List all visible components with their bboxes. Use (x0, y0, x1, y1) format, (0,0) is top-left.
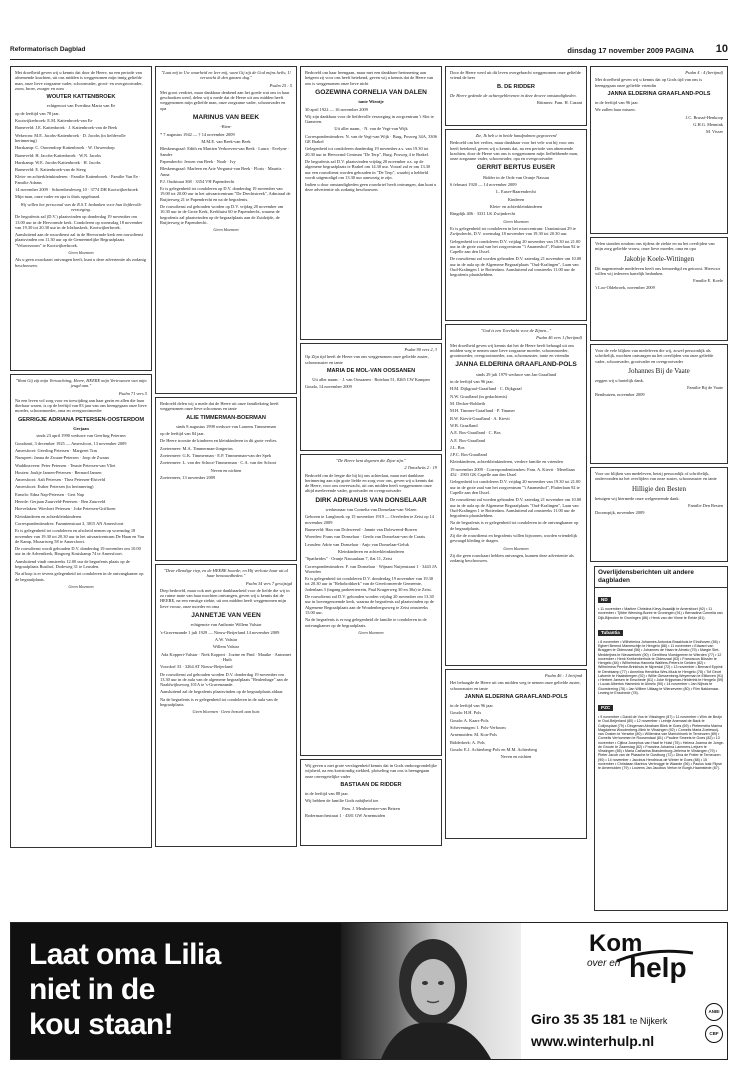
obituary-intro: Diep bedroefd, maar ook met grote dankbaarheid voor de liefde die wij in zo ruime mate van haar mochten ontvangen, geven wij u kennis dat de HEERE, na een ernstige ziekte, uit ons midden heeft weggenomen mijn lieve vrouw, onze moeder en oma (160, 587, 290, 609)
service-info: De begrafenis zal D.V. plaatsvinden vrijdag 20 november a.s. op de algemene begraafplaats te Brakel om 14.30 uur. Vooraf zal er om 13.30 uur een rouwdienst worden gehouden in "De Terp", waarbij u hebbeld wordt uitgenodigd om 13.30 uur aanwezig te zijn. (305, 158, 431, 180)
family-line: Houten: Joukje Jansen-Petersen · Bernard Jansen (15, 469, 102, 475)
family-line: Kootwijkerbroek: E.M. Kattenbroek-van Ee (15, 118, 93, 124)
service-info: De rouwdienst zal gehouden worden op D.V. vrijdag 20 november om 10.30 uur in de Grote Kerk, Kerkhuist 60 te Papendrecht, waarna de begrafenis zal plaatsvinden op de begraafplaats aan de Zuidzijde, de Ruijterweg te Papendrecht. (160, 204, 284, 225)
birth-death-dates: 30 april 1922 — 16 november 2009 (305, 106, 368, 112)
family-line: L. Euser-Baarendrecht (496, 189, 536, 195)
deceased-age: op de leeftijd van 78 jaar. (15, 110, 60, 116)
signature: M. Visser (706, 129, 723, 135)
scripture-reference: Psalm 4 : 4 (berijmd) (685, 70, 723, 75)
birth-death-dates: * 7 augustus 1942 — † 14 november 2009 (160, 131, 235, 137)
newspaper-name: Reformatorisch Dagblad (10, 46, 86, 53)
family-line: Gouda: H.H. Pols (450, 710, 482, 716)
comfort-note: De Heere gedenke de achtergeblevenen in deze droeve omstandigheden. (450, 92, 577, 98)
signature: Familie Bij de Vaate (687, 385, 723, 391)
family-line: M. Decker-Robbeth (450, 401, 486, 407)
family-line: Leusden: Adrie van Donselaar · Anjo van Donselaar-Geluk (305, 541, 409, 547)
signature: Fam. J. Meulmeester-van Beizen (342, 805, 400, 811)
service-info: Na de begrafenis is er gelegenheid tot condoleren in de ontvangkamer op de begraafplaats. (450, 520, 579, 531)
ad-slogan-line: niet in de (29, 973, 155, 1006)
deceased-subtitle: echtgenote van Anthonie Willem Valstar (190, 622, 262, 628)
deceased-subtitle: weduwnaar van Cornelia van Donselaar-van Velzen (325, 507, 417, 513)
family-line: Gouda: A. Kaars-Pols (450, 717, 489, 723)
obituary-de-ridder (300, 759, 442, 846)
obituary-graafland-pols (445, 324, 587, 666)
family-line: Klein- en achterkleinkinderen · Familie Kattenbroek · Familie Van Ee · Familie Adams (15, 174, 141, 185)
family-line: Barneveld: H. Jacobs-Kattenbroek · W.N. Jacobs (15, 152, 102, 158)
family-line: Zoetermeer: L. van der Schoot-Timmerman · C.A. van der Schoot (160, 460, 277, 466)
thanks-note: betuigen wij hiermede onze welgemeende dank. (595, 495, 680, 501)
care-note: Wij zijn dankbaar voor de liefdevolle verzorging in zorgcentrum 't Slot te Gameren. (305, 113, 434, 125)
comfort-note: De Heere troostte de kinderen en kleinkinderen in dit grote verlies. (160, 438, 278, 444)
deceased-name: Jakobje Koele-Wittingen (624, 254, 694, 263)
family-line: Zoetermeer: M.A. Timmerman-Jongerius (160, 445, 233, 451)
deceased-name: Hilligie den Besten (631, 484, 687, 493)
thanks-intro: Velen stonden rondom ons tijdens de ziekte en na het overlijden van mijn zorg geliefde vrouw, onze lieve moeder, oma en opa (595, 241, 715, 252)
website-link[interactable]: www.winterhulp.nl (531, 1033, 655, 1049)
obituary-list-nd: • 11 november • Martine Christina Kievy-Ilsaadijk te Amersfoort (92) • 11 november • Tjibbe Wensing-Boree te Groningen (91) • Bernadina Cornelia van Dijk-Bijmolen te Groningen (86) • Henk van der Vinne te Eelde (81). (598, 607, 723, 620)
deceased-name: B. DE RIDDER (497, 83, 535, 90)
scripture-reference: Psalm 34 vers 7 gewijzigd (245, 580, 292, 586)
kom-over-en-help-logo (581, 931, 701, 991)
family-line: Hoevelaken: Wiechert Petersen · Joke Petersen-Griffioen (15, 506, 116, 512)
deceased-name: GERRIGJE ADRIANA PETERSEN-OOSTERDOM (17, 416, 145, 423)
obituary-van-donselaar (300, 454, 442, 756)
deceased-age: in de leeftijd van 96 jaar. (595, 100, 639, 106)
scripture-quote: Zie, Ik heb u in beide handpalmen gegraveerd (475, 133, 557, 138)
family-line: Barneveld: E. Kattenbroek-van de Steeg (15, 167, 86, 173)
column-5 (590, 66, 728, 565)
family-line: Amersfoort: Geerling Petersen · Margreet Tras (15, 447, 98, 453)
family-line: Kleinkinderen, achterkleinkinderen, verdere familie en vrienden (450, 459, 563, 465)
family-line: A.W. Valstar (214, 637, 238, 643)
column-3 (300, 66, 442, 849)
service-info: Na de begrafenis is er gelegenheid tot condoleren in de aula van de begraafplaats. (160, 696, 278, 708)
place-date: Doornspijk, november 2009 (595, 510, 645, 516)
place-date: 't Loo-Oldebroek, november 2009 (595, 285, 655, 291)
thanks-note: Dit nagenoemde medeleven heeft ons bemoedigd en getroost. Hiervoor willen wij iedereen hartelijk bedanken. (595, 265, 721, 276)
elderly-woman-photo (341, 923, 521, 1059)
column-1 (10, 66, 152, 851)
family-line: Ermelo: Edna Nap-Petersen · Gert Nap (15, 491, 84, 497)
place-date: Benthuizen, november 2009 (595, 392, 645, 398)
family-line: N.W. Graafland (in gedachtenis) (450, 393, 508, 399)
family-line: Papendrecht: Jeroen van Beek · Noah · Ivy (160, 158, 236, 164)
birth-death-dates: Goudsmit, 3 december 1925 — Amersfoort, 13 november 2009 (15, 440, 127, 446)
family-line: J.L. Bos (450, 444, 465, 450)
family-line: Gouda: E.J. Achterberg-Pols en M.M. Achterberg (450, 746, 538, 752)
deceased-name: DIRK ADRIANUS VAN DONSELAAR (315, 496, 427, 504)
place-date: Zoetermeer, 13 november 2009 (160, 474, 216, 480)
signature: Uit aller naam, · N. van de Vegt-van Wijk (334, 126, 408, 132)
column-4 (445, 66, 587, 842)
service-info: De rouwdienst zal worden gehouden D.V. zaterdag 21 november om 10.00 uur in de aula op de Algemene Begraafplaats "Oud-Kralingen", Laan van Oud-Kralingen 1 te Rotterdam. Aansluitend zal omstreeks 11.00 uur de begrafenis plaatshebben. (450, 497, 582, 519)
ad-slogan-line: kou staan! (29, 1008, 174, 1041)
footer-note: Indien u door omstandigheden geen rouwbrief heeft ontvangen, dan kunt u deze advertentie als zodanig beschouwen. (305, 182, 437, 193)
deceased-name: GOZEWINA CORNELIA VAN DALEN (315, 88, 427, 96)
family-line: Harskamp: C. Ouwendorp-Kattenbroek · W. Ouwendorp (15, 145, 115, 151)
thanks-bij-de-vaate (590, 344, 728, 464)
family-line: Neven en nichten (500, 754, 532, 760)
service-info: Er is gelegenheid tot condoleren op D.V. donderdag 19 november van 19.00 tot 20.00 uur in het uitvaartcentrum "De Drechtstreek", Admiraal de Ruijterweg 21 te Papendrecht en na de begrafenis. (160, 186, 291, 202)
family-line: Bleskensgraaf: Edith en Martien Verhoeven-van Beek · Laura · Evelyne · Sander (160, 146, 290, 157)
giro-place: te Nijkerk (629, 1016, 668, 1026)
ad-slogan-line: Laat oma Lilia (29, 938, 221, 971)
deceased-name: BASTIAAN DE RIDDER (340, 781, 402, 788)
no-flowers: Geen bloemen · Geen bezoek aan huis (192, 709, 260, 715)
family-line: Kleinkinderen en achterkleinkinderen (15, 513, 82, 519)
family-line: Zoetermeer: G.K. Timmerman · E.P. Timmerman-van der Spek (160, 453, 272, 459)
page-masthead (10, 43, 728, 60)
scripture-quote: "Want Gij zijt mijn Verwachting, Heere, HEERE mijn Vertrouwen van mijn jeugd aan." (15, 378, 147, 389)
service-info: Zij die de rouwdienst en begrafenis willen bijwonen, worden vriendelijk gevraagd kleding te dragen. (450, 533, 578, 544)
service-info: Gelegenheid tot condoleren donderdag 19 november a.s. van 19.30 tot 20.30 uur in Hervormd Centrum "De Terp", Burg. Posweg 4 te Brakel. (305, 146, 429, 157)
signature: Familie E. Koele (693, 278, 723, 284)
service-info: De rouwdienst zal gehouden worden D.V. donderdag 19 november om 13.30 uur in de aula van de algemene begraafplaats "Beulenhage" aan de Naaldwijkseweg 101A te 's-Gravenzande. (160, 671, 288, 688)
scripture-reference: 2 Timotheüs 2 : 19 (404, 465, 437, 471)
family-line: Willem Valstar (212, 644, 240, 650)
signature: G.H.G. Mennink (693, 122, 723, 128)
family-line: B.W. Kievit-Graafland · A. Kievit (450, 415, 510, 421)
scripture-reference: Psalm 71 vers 5 (118, 390, 147, 396)
service-info: Na de begrafenis is er nog gelegenheid de familie te condoleren in de ontvangkamer op de begraafplaats. (305, 617, 427, 628)
thanks-den-besten (590, 467, 728, 562)
deceased-name: ALIE TIMMERMAN-BOERMAN (186, 414, 266, 421)
obituary-timmerman (155, 397, 297, 561)
footer-note: Zij die geen rouwkaart hebben ontvangen, kunnen deze advertentie als zodanig beschouwen. (450, 552, 574, 564)
family-line: Neven en nichten (210, 467, 242, 473)
deceased-name: JANNA ELDERINA GRAAFLAND-POLS (607, 90, 711, 97)
signature: Rittmers: Fam. H. Cazant (537, 100, 582, 106)
deceased-name: GERRIT BERTUS EUSER (476, 164, 556, 172)
anbi-badge-icon: ANBI (705, 1003, 723, 1021)
scripture-reference: Psalm 25 : 5 (269, 82, 292, 88)
obituary-van-veen (155, 564, 297, 847)
obituary-intro: Bedroefd delen wij u mede dat de Heere uit onze familiekring heeft weggenomen onze lieve schoonzus en tante (160, 401, 279, 412)
obituary-list-pzc: • 9 november • David de Vos te Vlissingen (87) • 11 november • Wim de Bruijn te Oud-Beijerland (80) • 12 november • Leintje Anemaat de Back te Colijnsplaat (79) • Dingeman Abraham Bliek te Goes (69) • Pietermelia Marina Magdalena Woudenberg-Mink te Vlissingen (92) • Cornelis Maria Zoetewoij-van Oosten te Yerseke (80) • Willemina van Marrichhoek te Terneuzen (89) • Cornelis Verhommen te Roosendaal (81) • Pauline Smeets te Goes (82) • 13 november • Cijtina Josephus van Haaf te Hulst (76) • Helena Joanna de Jonge-de Groote te Zaamslag (82) • Francina Johanna Lammers-Leijsen te Vlissingen (85) • Maria Catharina Brandenburg-Jellema te Vlissingen (79) • Pieter Jacob van de Plassche te Oostburg (72) • Dina de Potter te Terneuzen (90) • 14 november • Jacobus Hendricus de Winter te Goes (88) • 15 november • Christiaan Marinus Verbrugge te Waarde (96) • Paulus Izak Flipse te Arnemuiden (79) • Lourens Jan Jacobus Verton te Burgh-Haamstede (87). (598, 715, 724, 770)
deceased-name: JANNA ELDERINA GRAAFLAND-POLS (464, 693, 568, 700)
scripture-quote: "De Heere kent degenen die Zijne zijn." (336, 458, 406, 463)
family-line: Bleskensgraaf: Marleen en Arie Vergunst-van Beek · Floris · Maurits · Anna (160, 166, 284, 177)
logo-word-help: help (629, 952, 687, 983)
obituary-graafland-pols-friends (590, 66, 728, 234)
obituary-van-beek (155, 66, 297, 394)
family-line: M.H. Timmer-Graafland · P. Timmer (450, 408, 515, 414)
obituary-petersen (10, 374, 152, 848)
obituary-intro: Met droefheid geven wij kennis dat het de Heere heeft behaagd uit ons midden weg te nemen onze lieve zorgzame moeder, schoonmoeder, grootmoeder, overgrootmoeder, zus, schoonzuster, tante en vriendin (450, 342, 575, 359)
obituary-intro: Het behaagde de Heere uit ons midden weg te nemen onze geliefde zuster, schoonzuster en tante (450, 680, 581, 691)
deceased-subtitle: sinds 29 juli 1979 weduwe van Jan Graafland (475, 371, 557, 377)
obituary-intro: Met droefheid geven wij u kennis dat door de Heere, na een periode van afnemende krachten, uit ons midden is weggenomen mijn innig geliefde man, onze lieve zorgzame vader, schoonvader, groot- en overgrootvader, zoon, broer, zwager en oom (15, 70, 143, 91)
elderly-woman-illustration (341, 923, 521, 1059)
deceased-name: MARIA DE MOL-VAN OOSSANEN (326, 367, 416, 374)
family-line: Heerde: Gerjaan Zuurveld-Petersen · Ben Zuurveld (15, 499, 106, 505)
deceased-name: MARINUS VAN BEEK (192, 114, 260, 122)
thanks-intro: Voor uw blijken van medeleven, hetzij persoonlijk of schriftelijk, ondervonden na het overlijden van onze zuster, schoonzuster en tante (595, 471, 717, 482)
section-label-nd: ND (598, 597, 611, 603)
thanks-intro: Voor de vele blijken van medeleven die wij, zowel persoonlijk als schriftelijk, mochten ontvangen na het overlijden van onze geliefde vader, schoonvader, grootvader en overgrootvader (595, 348, 714, 364)
column-2 (155, 66, 297, 850)
giro-value: 35 35 181 (563, 1011, 626, 1027)
family-line: Arnemuiden: M. Kon-Pols (450, 732, 497, 738)
service-info: Er is gelegenheid tot condoleren in het rouwcentrum: Uraniastraat 29 te Zwijndrecht, D.V. woensdag 18 november van 19.30 tot 20.30 uur. (450, 225, 576, 237)
family-line: Barneveld: Han van Doleweerd · Jannie van Doleweerd-Borren (305, 527, 417, 533)
scripture-reference: Psalm 90 vers 2, 3 (404, 347, 437, 352)
correspondence-address: 19 november 2009 · Correspondentieadres: Fam. A. Kievit · Merellaan 452 · 2903 GK Capelle aan den IJssel (450, 466, 575, 478)
comfort-note: Wij hebben de familie Gods nabijheid toe. (305, 798, 380, 804)
family-line: H.M. Dijkgraaf-Graafland · C. Dijkgraaf (450, 386, 522, 392)
service-info: Aansluitend zal de begrafenis plaatsvinden op de begraafplaats aldaar. (160, 689, 284, 695)
family-line: A.E. Bos-Graafland · C. Bos (450, 430, 501, 436)
deceased-subtitle: sinds 23 april 1990 weduwe van Geerling Petersen (36, 433, 126, 439)
service-info: Aansluitend vindt omstreeks 12.00 uur de begrafenis plaats op de begraafplaats Rusthof, Dodeweg 31 te Leusden. (15, 558, 130, 570)
thanks-note: zeggen wij u hartelijk dank. (595, 377, 644, 383)
family-line: Klein- en achterkleinkinderen (489, 204, 543, 210)
birth-death-dates: Geboren te Langbroek op 15 november 1919 — Overleden te Zeist op 14 november 2009 (305, 514, 434, 525)
correspondence-address: Correspondentieadres: N. van de Vegt-van Wijk · Burg. Posweg 34A, 3306 GE Brakel (305, 133, 437, 145)
obituary-van-dalen (300, 66, 442, 340)
date-address: 14 november 2009 · Schoenbeuleweg 10 · 3774 DH Kootwijkerbroek (15, 187, 138, 193)
no-flowers: Geen bloemen (213, 227, 239, 233)
obituary-intro: Wij geven u met grote verslagenheid kennis dat in Gods ondoorgrondelijke wijsheid, na een kortstondig ziekbed, plotseling van ons is heengegaan onze onvergetelijke vader (305, 763, 437, 779)
signature: J.C. Brussé-Henkoop (685, 114, 723, 120)
family-line: Amersfoort: Esther Petersen (in herinnering) (15, 484, 94, 490)
service-info: De rouwdienst wordt gehouden D.V. donderdag 19 november om 10.00 uur in de Adventkerk, Ringweg Kruiskamp 74 te Amersfoort. (15, 546, 141, 557)
family-line: Waddinxveen: Peter Petersen · Teunie Petersen-van Vliet (15, 462, 116, 468)
farewell-note: We zullen haar missen. (595, 107, 636, 113)
giro-label: Giro (531, 1011, 560, 1027)
obituary-euser (445, 129, 587, 321)
no-flowers: Geen bloemen (68, 583, 94, 589)
section-label-tubantia: Tubantia (598, 630, 623, 636)
deceased-subtitle: sinds 8 augustus 1998 weduwe van Laurens Timmerman (176, 423, 276, 429)
deceased-age: in de leeftijd van 96 jaar. (450, 379, 494, 385)
family-line: W.B. Graafland (450, 422, 478, 428)
service-info: De rouwdienst zal D.V. gehouden worden vrijdag 20 november om 13.30 uur in bovengenoemde kerk, waarna de begrafenis zal plaatsvinden op de Algemene Begraafplaats aan de Woudenbergseweg te Zeist omstreeks 15.00 uur. (305, 594, 434, 615)
logo-word-kom: Kom (589, 930, 643, 957)
family-line: Wekerom: M.E. Jacobs-Kattenbroek · D. Jacobs (in liefdevolle herinnering) (15, 132, 126, 143)
family-line: Amersfoort: Aalt Petersen · Thea Petersen-Elstveld (15, 477, 106, 483)
scripture-reference: Psalm 46 : 1 berijmd (544, 673, 582, 678)
service-info: Aansluitend aan de rouwdienst zal in de Hervormde kerk een rouwdienst plaatsvinden om 11.30 uur op de Gemeentelijke Begraafplaats "Veluwezoom" te Kootwijkerbroek. (15, 232, 144, 248)
family-line: A.E. Bos-Graafland (450, 437, 485, 443)
family-line: Ada Koppert-Valstar · Niek Koppert · Jozine en Pind · Maaike · Antonnet · Huib (161, 651, 291, 662)
obituary-intro: Op Zijn tijd heeft de Heere van ons weggenomen onze geliefde zuster, schoonzuster en tante (305, 354, 429, 365)
certification-badges (705, 1003, 725, 1047)
address: Voordorf 33 · 3264 AT Nieuw-Beijerland (160, 664, 233, 670)
obituary-intro: Na een leven vol zorg voor en toewijding aan haar gezin en allen die haar dierbaar waren, is op de leeftijd van 83 jaar van ons heengegaan onze lieve moeder, schoonmoeder, oma en overgrootmoeder (15, 397, 147, 414)
laid-out-note: Mijn man, onze vader en opa is thuis opgebaard. (15, 194, 101, 200)
family-line: Harskamp: W.E. Jacobs-Kattenbroek · H. Jacobs (15, 159, 101, 165)
obituary-intro: Bedroefd om haar heengaan, maar met een dankbare herinnering aan hetgeen zij voor ons heeft betekend, geven wij u kennis dat de Heere van ons is weggenomen onze lieve nicht (305, 70, 434, 86)
address: Rodermarchestraat 1 · 4381 GW Arnemuiden (305, 813, 386, 819)
ad-slogan (29, 937, 221, 1042)
scripture-quote: "God is een Toevlucht voor de Zijnen..." (480, 328, 552, 333)
obituary-list-tubantia: • 8 november • Wilhelmina Johannes Antonius Braakhuis te Eindhoven (56) • Egbert Berend Mameschijn te Hengelo (86) • 11 november • Edward van Braggen te Oldenzaal (56) • Johannes de Haan te Almelo (79) • Margie Siet-Meddeijnes te Nieuwerkerk (90) • Gerrithea Vloedgeeren te Wierden (77) • 12 november • Henk Kreikenberhuis te Oldenzaal (63) • Franciscus Bössler te Hengelo (84) • Wilhelmina Hanneia Waltiers-Peters te Delden (82) • Wilhelmina Peerke-Brinkhuis te Nijverdal (72) • 13 november • Bernard Eppink te Denekamp (77) • Annelina Hendrika Wes-Muuk te Hengelo (78) • Tof Geurt Lafoerie te Haaksbergen (92) • Willie Giessenberg-Weyerman te Ellikeven (91) • Herbert Jansen te Enschede (61) • Joke Krijgsman-Helderink te Hengelo (59) • Lucas Albertus Hammink te Almelo (90) • 14 november • Jan Nijhuis te Goorsterring (76) • Jan Willem Uitlaag te Wierzeveen (80) • Flim Nakkenaar-Lewing te Enschede (78). (598, 639, 724, 695)
thanks-quote: Wij willen het persoonal van de R.S.T. bedanken voor hun liefdevolle verzorging. (20, 201, 142, 212)
page-number: 10 (715, 43, 728, 55)
issue-date: dinsdag 17 november 2009 PAGINA (567, 46, 694, 55)
family-line: Barneveld: J.E. Kattenbroek · J. Kattenbroek-van de Beek (15, 125, 118, 131)
deceased-nickname: Gerjaan (73, 426, 89, 432)
scripture-reference: Psalm 46 vers 1 (berijmd) (536, 335, 582, 341)
section-label-pzc: PZC (598, 705, 613, 711)
obituary-kattenbroek (10, 66, 152, 371)
service-info: Na afloop is er tevens gelegenheid tot condoleren in de ontvangkamer op de begraafplaats. (15, 571, 144, 582)
family-line: Scheveningen: I. Pols-Verboom (450, 725, 506, 731)
thanks-koele (590, 237, 728, 341)
family-line: Ridderkerk: A. Pols (450, 739, 485, 745)
address: "Spatheides" · Oranje Nassaulaan 7, flat 11, Zeist (305, 556, 392, 562)
deceased-name: WOUTER KATTENBROEK (46, 94, 116, 101)
winterhulp-advertisement (10, 922, 728, 1060)
place-date: Gouda, 14 november 2009 (305, 384, 352, 390)
deceased-name: JANNA ELDERINA GRAAFLAND-POLS (455, 361, 577, 369)
signature: Uit aller naam: · J. van Oossanen · Rotelaar 51, 8265 CW Kampen (312, 377, 430, 383)
address: Ringdijk 406 · 3331 LK Zwijndrecht (450, 211, 515, 217)
service-info: Er is gelegenheid tot condoleren D.V. donderdag 19 november van 19.30 tot 20.30 uur in "Rehobothkerk" van de Gereformeerde Gemeente, Jodenlaan 3 (ingang parkeerterrein, Paul Krugerweg 30 en 30a) te Zeist. (305, 576, 434, 592)
spouse-name: M.M.E. van Beek-van Beek (201, 139, 251, 145)
deceased-subtitle: Ridder in de Orde van Oranje Nassau (483, 174, 549, 180)
cbf-badge-icon: CBF (705, 1025, 723, 1043)
obituary-intro: Met droefheid geven wij u kennis dat op Gods tijd van ons is heengegaan onze geliefde vriendin (595, 77, 703, 88)
panel-title: Overlijdensberichten uit andere dagbladen (595, 567, 727, 588)
obituary-de-mol (300, 343, 442, 451)
obituary-intro: Met groot verdriet, maar dankbaar denkend aan het goede wat ons in haar geschonken werd, delen wij u mede dat de Heere uit ons midden heeft weggenomen mijn geliefde man, onze zorgzame vader, schoonvader en opa (160, 89, 290, 111)
logo-word-over-en: over en (587, 958, 621, 969)
deceased-subtitle: echtgenoot van Everdina Maria van Ee (46, 103, 116, 109)
signature: Familie Den Besten (688, 502, 723, 508)
obituary-intro: Door de Heere werd uit dit leven overgebracht weggenomen onze geliefde vriend de heer (450, 70, 581, 81)
birth-death-dates: 6 februari 1920 — 14 november 2009 (450, 182, 517, 188)
obituary-intro: Bedroefd om de leegte die hij bij ons achterlaat, maar met dankbare herinnering aan zijn grote liefde en zorg voor ons, geven wij u kennis dat de Heere, voor ons onverwacht, uit ons midden heeft weggenomen onze altijd meelevende vader, grootvader en overgrootvader (305, 472, 434, 494)
deceased-age: in de leeftijd van 88 jaar. (305, 791, 349, 797)
family-line: Kleinkinderen en achterkleinkinderen (337, 548, 405, 554)
service-info: Er is gelegenheid tot condoleren en afscheid nemen op woensdag 18 november van 19.30 tot 20.30 uur in het uitvaartcentrum De Haan en Van de Kamp, Mozartweg 58 te Amersfoort. (15, 528, 145, 544)
correspondence-address: Correspondentieadres: F. van Donselaar · Wijnant Nuijenstraat 1 · 3443 JA Woerden (305, 563, 437, 574)
no-flowers: Geen bloemen (503, 545, 529, 551)
scripture-quote: "Deze ellendige riep, en de HEERE hoorde; en Hij verloste haar uit al haar benauwdheden." (164, 568, 288, 579)
deceased-name: Johannes Bij de Vaate (628, 366, 690, 375)
no-flowers: Geen bloemen (358, 629, 384, 635)
obituary-b-de-ridder (445, 66, 587, 126)
deceased-nickname: tante Wientje (358, 99, 384, 105)
family-line: Woerden: Frans van Donselaar · Gerda van Donselaar-van de Craats (305, 534, 426, 540)
family-line: Kinderen (507, 196, 525, 202)
no-flowers: Geen bloemen (503, 218, 529, 224)
deceased-age: op de leeftijd van 84 jaar. (160, 431, 205, 437)
family-line: Nunspeet: Janna de Zwaan-Petersen · Joop de Zwaan (15, 455, 109, 461)
service-info: Gelegenheid tot condoleren D.V. vrijdag 20 november van 19.30 tot 21.00 uur in de grote zaal van het zorgcentrum "'t Anameshof", Fluiterlaan 92 te Capelle aan den IJssel. (450, 479, 581, 495)
service-info: Gelegenheid tot condoleren D.V. vrijdag 20 november van 19.30 tot 21.00 uur in de grote zaal van het zorgcentrum "'t Anameshof", Fluiterlaan 92 te Capelle aan den IJssel. (450, 238, 581, 255)
address: P.J. Oudstraat 368 · 3354 VH Papendrecht (160, 178, 235, 184)
family-line: J.P.C. Bos-Graafland (450, 452, 487, 458)
footer-note: Als u geen rouwkaart ontvangen heeft, kunt u deze advertentie als zodanig beschouwen. (15, 257, 146, 268)
deceased-age: in de leeftijd van 96 jaar. (450, 703, 494, 709)
other-newspapers-obituaries (594, 566, 728, 911)
deceased-nickname: -Rien- (220, 124, 232, 130)
correspondence-address: Correspondentieadres: Fazantenstraat 3, 3815 AN Amersfoort (15, 520, 124, 526)
obituary-graafland-pols-family (445, 669, 587, 839)
obituary-intro: Bedroefd om het verlies, maar dankbaar voor het vele wat hij voor ons heeft betekend, geven wij u kennis dat, na een periode van afnemende krachten, door de Heere van ons is weggenomen mijn liefhebbende man, onze zorgzame vader, schoonvader, opa en overgrootvader (450, 140, 579, 162)
giro-number (531, 1011, 667, 1027)
birth-death-dates: 's-Gravenzande 1 juli 1929 — Nieuw-Beijerland 14 november 2009 (160, 629, 280, 635)
deceased-name: JANNETJE VAN VEEN (191, 612, 261, 620)
service-info: De begrafenis zal (D.V.) plaatsvinden op donderdag 19 november om 13.00 uur in de Hervormde kerk. Condoleren op woensdag 18 november van 19.30 tot 20.30 uur in de Ichthuskerk, Kootwijkerbroek. (15, 214, 143, 230)
scripture-quote: "Laat mij in Uw waarheid en leer mij, want Gij zijt de God mijns heils; U verwacht ik den ganzen dag." (161, 70, 291, 81)
service-info: De rouwdienst zal worden gehouden D.V. zaterdag 21 november om 10.00 uur in de aula op de Algemene Begraafplaats "Oud-Kralingen", Laan van Oud-Kralingen 1 te Rotterdam. Aansluitend zal omstreeks 11.00 uur de begrafenis plaatshebben. (450, 256, 582, 278)
no-flowers: Geen bloemen (68, 250, 94, 256)
